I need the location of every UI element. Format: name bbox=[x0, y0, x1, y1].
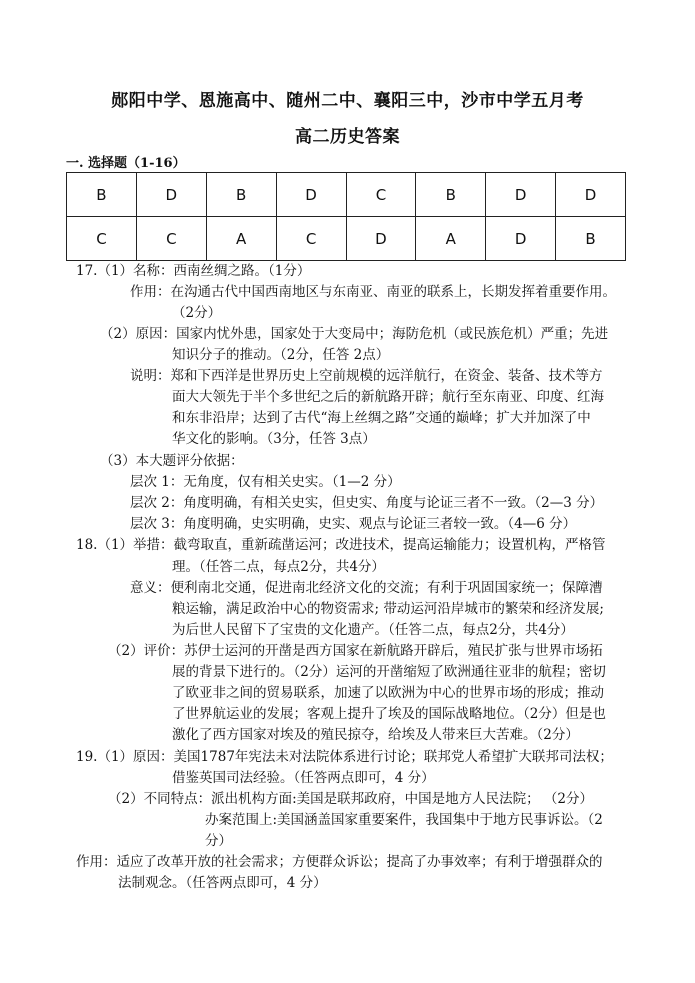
q17-line: 17.（1）名称：西南丝绸之路。（1分） bbox=[76, 263, 311, 279]
q18-line: 为后世人民留下了宝贵的文化遗产。（任答二点，每点2分，共4分） bbox=[172, 622, 574, 638]
answer-cell: D bbox=[486, 217, 556, 261]
q18-line: 18.（1）举措：截弯取直，重新疏凿运河；改进技术，提高运输能力；设置机构，严格管 bbox=[76, 537, 606, 553]
q18-line: （2）评价：苏伊士运河的开凿是西方国家在新航路开辟后，殖民扩张与世界市场拓 bbox=[108, 643, 603, 659]
q19-line: 作用：适应了改革开放的社会需求；方便群众诉讼；提高了办事效率；有利于增强群众的 bbox=[76, 854, 603, 870]
q18-line: 展的背景下进行的。（2分）运河的开凿缩短了欧洲通往亚非的航程；密切 bbox=[172, 664, 606, 680]
q18-line: 意义：便利南北交通，促进南北经济文化的交流；有利于巩固国家统一；保障漕 bbox=[130, 580, 603, 596]
answer-cell: D bbox=[276, 173, 346, 217]
answer-cell: C bbox=[136, 217, 206, 261]
q18-line: 了欧亚非之间的贸易联系，加速了以欧洲为中心的世界市场的形成；推动 bbox=[172, 685, 604, 701]
q17-line: 层次 3：角度明确，史实明确，史实、观点与论证三者较一致。（4—6 分） bbox=[130, 516, 577, 532]
q18-line: 激化了西方国家对埃及的殖民掠夺，给埃及人带来巨大苦难。（2分） bbox=[172, 727, 579, 743]
q19-line: 借鉴英国司法经验。（任答两点即可，4 分） bbox=[172, 770, 435, 786]
q17-line: 和东非沿岸；达到了古代“海上丝绸之路”交通的巅峰；扩大并加深了中 bbox=[172, 410, 591, 426]
q17-line: 说明：郑和下西洋是世界历史上空前规模的远洋航行，在资金、装备、技术等方 bbox=[130, 368, 603, 384]
q19-line: 法制观念。（任答两点即可，4 分） bbox=[118, 875, 327, 891]
q19-line: 分） bbox=[205, 833, 232, 849]
answer-cell: B bbox=[67, 173, 137, 217]
answer-cell: C bbox=[276, 217, 346, 261]
q17-line: 层次 1：无角度，仅有相关史实。（1—2 分） bbox=[130, 474, 401, 490]
answer-cell: D bbox=[486, 173, 556, 217]
section-label-multiple-choice: 一. 选择题（1-16） bbox=[66, 156, 186, 171]
answer-cell: B bbox=[556, 217, 626, 261]
answer-cell: B bbox=[416, 173, 486, 217]
q18-line: 了世界航运业的发展；客观上提升了埃及的国际战略地位。（2分）但是也 bbox=[172, 706, 606, 722]
q17-line: 作用：在沟通古代中国西南地区与东南亚、南亚的联系上，长期发挥着重要作用。 bbox=[130, 284, 616, 300]
q17-line: 华文化的影响。（3分，任答 3点） bbox=[172, 431, 376, 447]
answer-cell: C bbox=[346, 173, 416, 217]
answer-row-1 bbox=[67, 173, 626, 217]
answer-cell: A bbox=[416, 217, 486, 261]
q18-line: 理。（任答二点，每点2分，共4分） bbox=[172, 559, 385, 575]
answer-cell: A bbox=[206, 217, 276, 261]
q17-line: 面大大领先于半个多世纪之后的新航路开辟；航行至东南亚、印度、红海 bbox=[172, 389, 604, 405]
answer-cell: D bbox=[136, 173, 206, 217]
q17-line: （3）本大题评分依据： bbox=[100, 453, 244, 469]
answer-cell: D bbox=[556, 173, 626, 217]
q17-line: 知识分子的推动。（2分，任答 2点） bbox=[172, 347, 390, 363]
page-subtitle: 高二历史答案 bbox=[295, 127, 400, 147]
q19-line: 19.（1）原因：美国1787年宪法未对法院体系进行讨论；联邦党人希望扩大联邦司法权； bbox=[76, 749, 613, 765]
q17-line: （2分） bbox=[172, 305, 222, 321]
q17-line: 层次 2：角度明确，有相关史实，但史实、角度与论证三者不一致。（2—3 分） bbox=[130, 495, 604, 511]
answer-table bbox=[66, 172, 626, 261]
answer-cell: C bbox=[67, 217, 137, 261]
answer-row-2 bbox=[67, 217, 626, 261]
answer-cell: D bbox=[346, 217, 416, 261]
page-title: 郧阳中学、恩施高中、随州二中、襄阳三中，沙市中学五月考 bbox=[111, 91, 584, 111]
q19-line: 办案范围上:美国涵盖国家重要案件，我国集中于地方民事诉讼。（2 bbox=[205, 812, 603, 828]
q17-line: （2）原因：国家内忧外患，国家处于大变局中；海防危机（或民族危机）严重；先进 bbox=[100, 326, 609, 342]
q18-line: 粮运输，满足政治中心的物资需求; 带动运河沿岸城市的繁荣和经济发展; bbox=[172, 601, 604, 617]
answer-cell: B bbox=[206, 173, 276, 217]
q19-line: （2）不同特点：派出机构方面:美国是联邦政府，中国是地方人民法院； （2分） bbox=[108, 791, 594, 807]
